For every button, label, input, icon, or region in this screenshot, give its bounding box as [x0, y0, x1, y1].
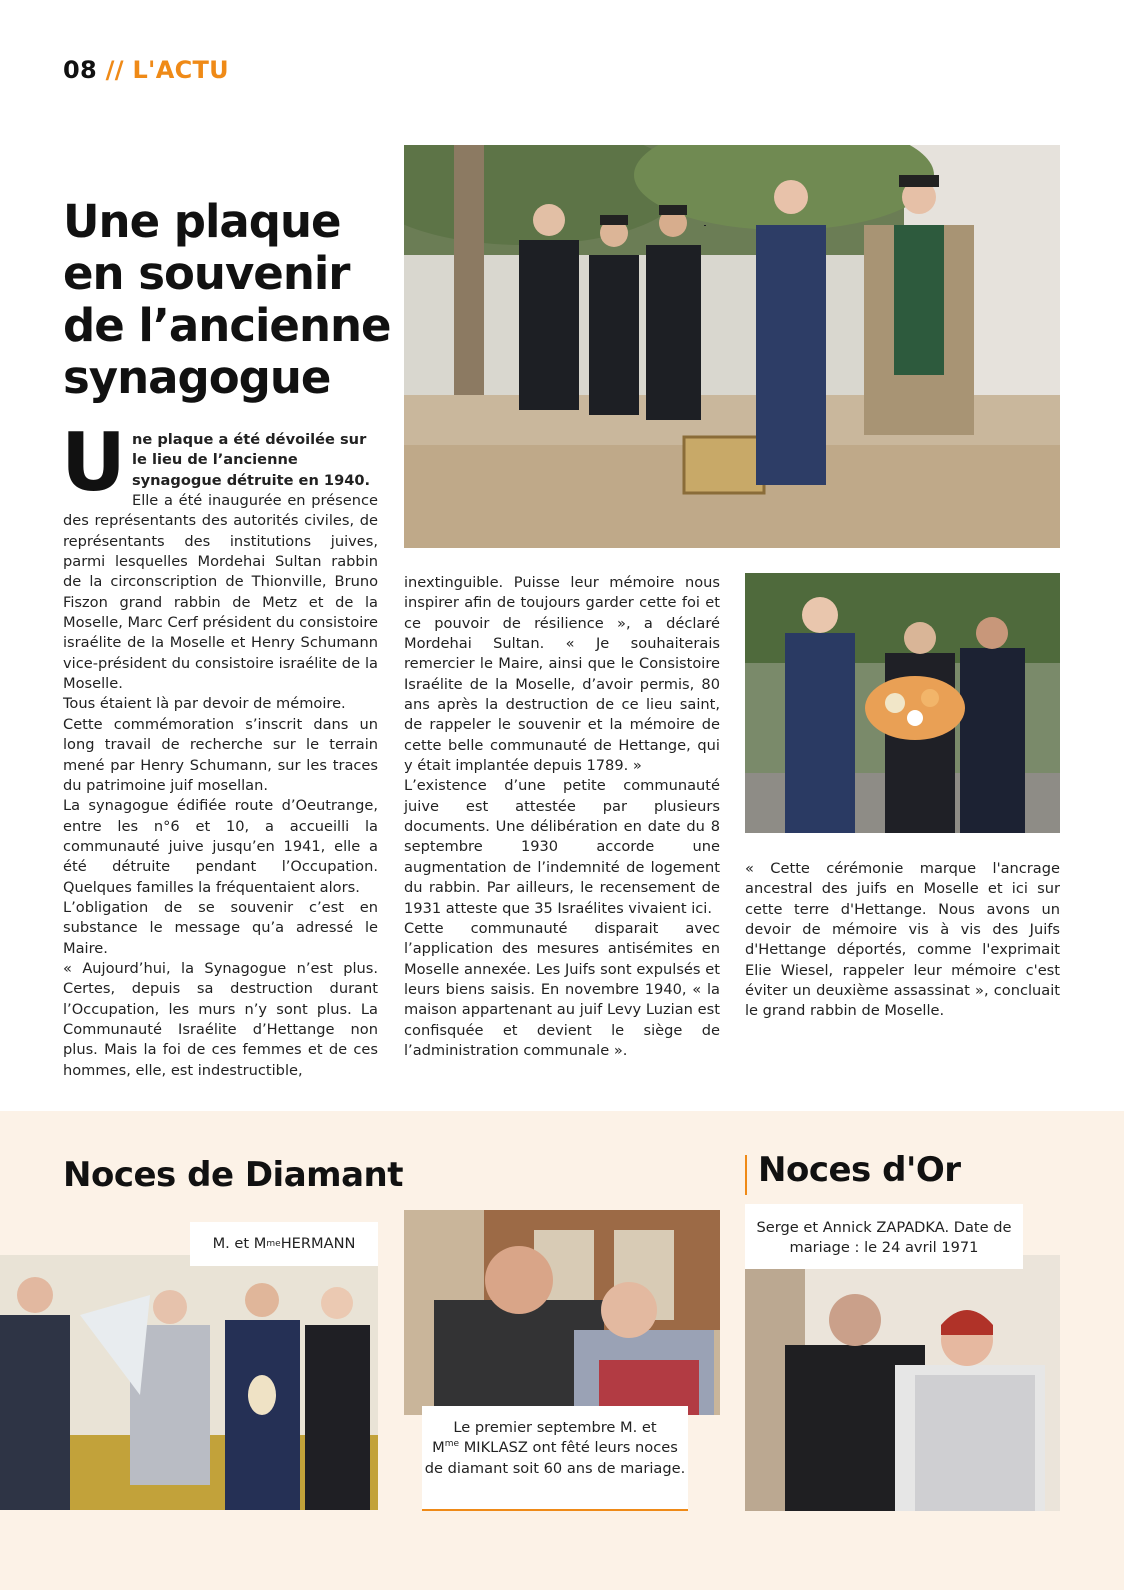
miklasz-caption — [422, 1406, 688, 1511]
article-paragraph: L’existence d’une petite communauté juive est attestée par plusieurs documents. Une délibération en date du 8 septembre 1930 accorde une augmentation de l’indemnité de logement du rabbin. Par ailleurs, le recensement de 1931 atteste que 35 Israélites vivaient ici. — [404, 777, 720, 917]
article-paragraph: Cette communauté disparait avec l’application des mesures antisémites en Moselle annexée. Les Juifs sont expulsés et leurs biens saisis. En novembre 1940, « la maison appartenant au juif Levy Luzian est confisquée et devient le siège de l’administration communale ». — [404, 919, 720, 1059]
article-paragraph: Elle a été inaugurée en présence des représentants des autorités civiles, de représentants des institutions juives, parmi lesquelles Mordehai Sultan rabbin de la circonscription de Thionville, Bruno Fiszon grand rabbin de Metz et de la Moselle, Marc Cerf président du consistoire israélite de la Moselle et Henry Schumann vice-président du consistoire israélite de la Moselle. — [63, 492, 378, 693]
page-header — [63, 56, 229, 84]
article-paragraph: inextinguible. Puisse leur mémoire nous inspirer afin de toujours garder cette foi et ce pouvoir de résilience », a déclaré Mordehai Sultan. « Je souhaiterais remercier le Maire, ainsi que le Consistoire Israélite de la Moselle, d’avoir permis, 80 ans après la destruction de ce lieu saint, de rappeler le souvenir et la mémoire de cette belle communauté de Hettange, qui y était implantée depuis 1789. » — [404, 574, 720, 775]
noces-or-title: Noces d'Or — [758, 1150, 961, 1190]
miklasz-photo — [404, 1210, 720, 1415]
header-separator: // — [105, 56, 124, 84]
ceremony-photo — [404, 145, 1060, 548]
article-paragraph: « Aujourd’hui, la Synagogue n’est plus. Certes, depuis sa destruction durant l’Occupation, les murs n’y sont plus. La Communauté Israélite d’Hettange non plus. Mais la foi de ces femmes et de ces hommes, elle, est indestructible, — [63, 959, 378, 1079]
article-column-1 — [61, 416, 378, 1081]
article-lead: ne plaque a été dévoilée sur le lieu de l’ancienne synagogue détruite en 1940. — [131, 431, 371, 489]
article-paragraph: Tous étaient là par devoir de mémoire. — [63, 695, 346, 713]
zapadka-photo — [745, 1255, 1060, 1511]
article-title: Une plaque en souvenir de l’ancienne synagogue — [63, 195, 391, 404]
dropcap: U — [61, 416, 126, 509]
caption-text: M — [432, 1439, 445, 1457]
article-paragraph: Cette commémoration s’inscrit dans un long travail de recherche sur le terrain mené par Henry Schumann, sur les traces du patrimoine juif mosellan. — [63, 715, 378, 794]
zapadka-caption: Serge et Annick ZAPADKA. Date de mariage : le 24 avril 1971 — [745, 1204, 1023, 1269]
article-column-2 — [404, 573, 720, 1061]
noces-diamant-title: Noces de Diamant — [63, 1155, 403, 1195]
accent-bar — [745, 1155, 747, 1195]
article-column-3 — [745, 859, 1060, 1022]
caption-text: Le premier septembre M. et — [453, 1419, 657, 1436]
caption-text: M. et M — [212, 1234, 267, 1252]
article-paragraph: L’obligation de se souvenir c’est en substance le message qu’a adressé le Maire. — [63, 898, 378, 957]
hermann-photo — [0, 1255, 378, 1510]
caption-text: HERMANN — [280, 1234, 356, 1252]
article-paragraph: « Cette cérémonie marque l'ancrage ancestral des juifs en Moselle et ici sur cette terre d'Hettange. Nous avons un devoir de mémoire vis à vis des Juifs d'Hettange déportés, comme l'exprimait Elie Wiesel, rappeler leur mémoire c'est éviter un deuxième assassinat », concluait le grand rabbin de Moselle. — [745, 860, 1060, 1020]
wreath-photo — [745, 573, 1060, 833]
section-name: L'ACTU — [132, 56, 229, 84]
caption-text: MIKLASZ ont fêté leurs noces de diamant soit 60 ans de mariage. — [424, 1439, 686, 1477]
caption-superscript: me — [444, 1439, 460, 1450]
hermann-caption: M. et M me HERMANN — [190, 1222, 378, 1266]
article-paragraph: La synagogue édifiée route d’Oeutrange, entre les n°6 et 10, a accueilli la communauté juive jusqu’en 1941, elle a été détruite pendant l’Occupation. Quelques familles la fréquentaient alors. — [63, 797, 378, 896]
page-number: 08 — [63, 56, 97, 84]
